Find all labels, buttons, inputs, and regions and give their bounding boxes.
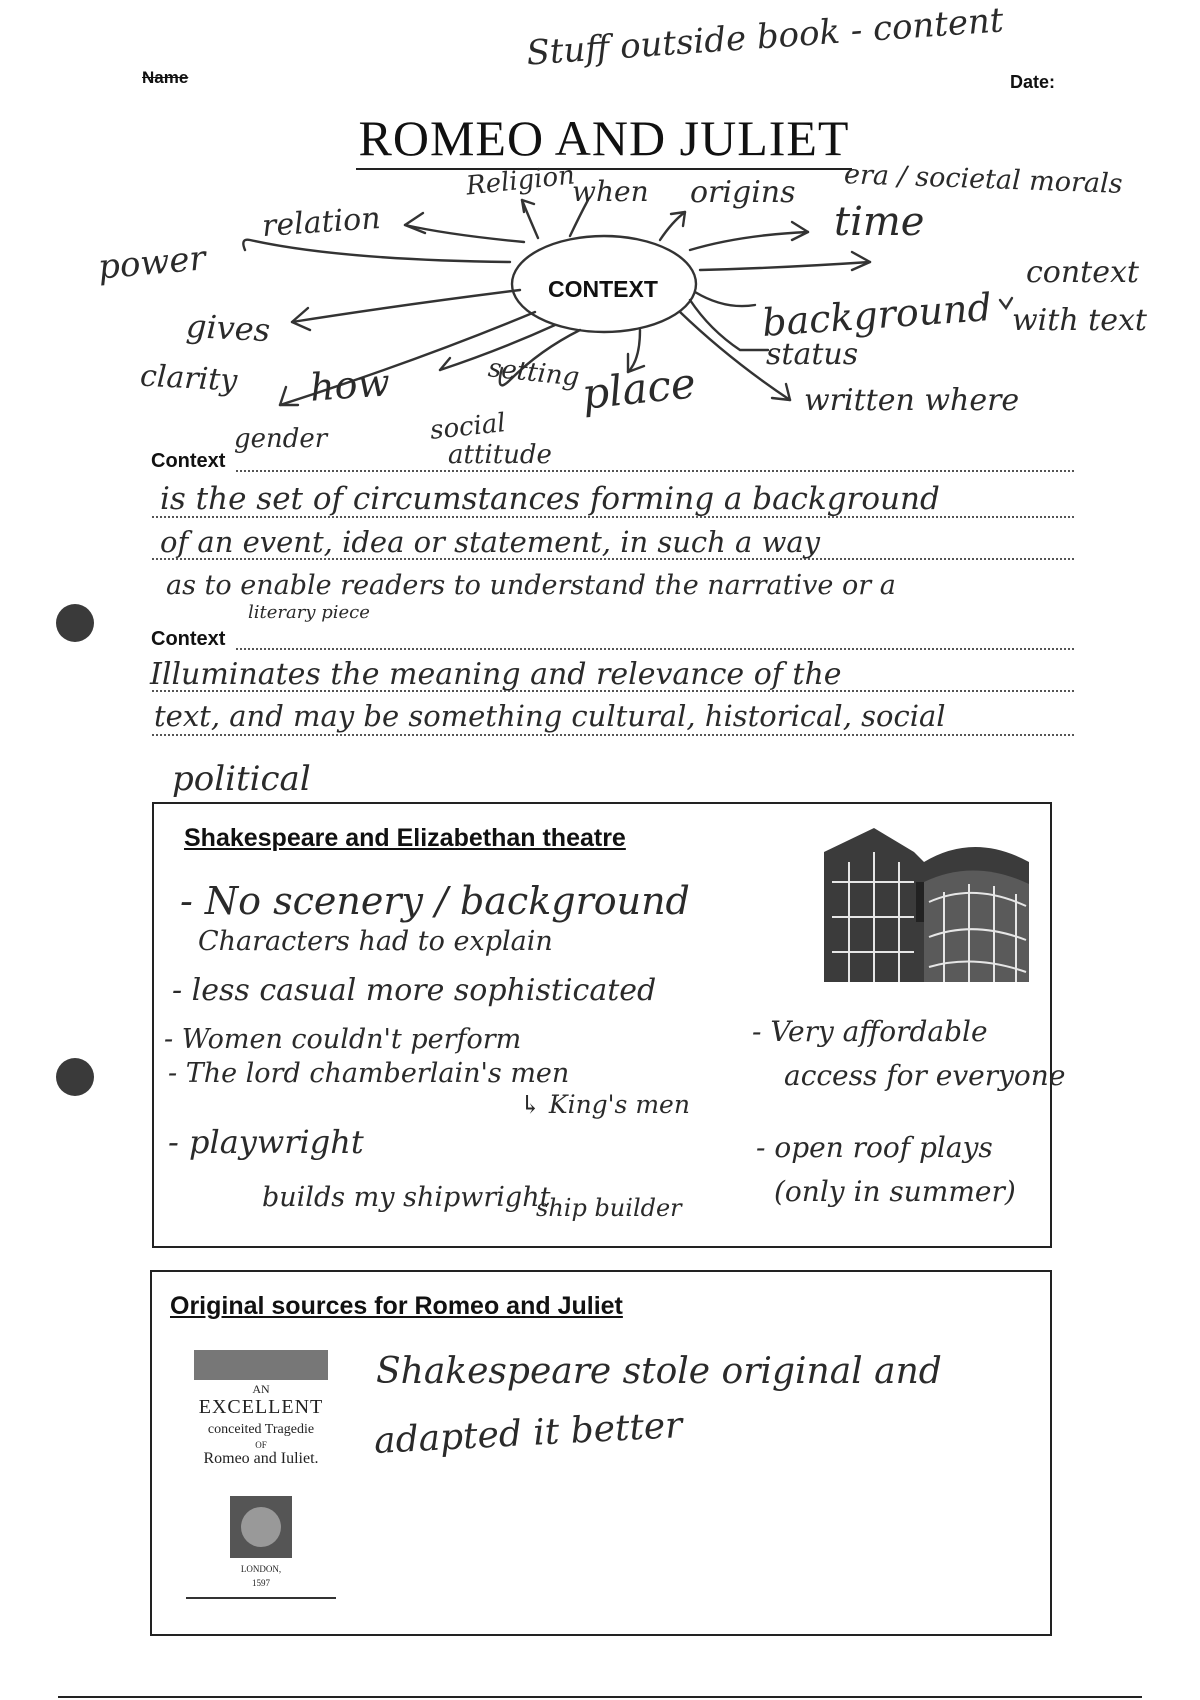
note-gives: gives bbox=[185, 306, 272, 350]
note-context: context bbox=[1026, 255, 1139, 290]
note-with-text: with text bbox=[1012, 303, 1147, 338]
rule-line bbox=[152, 734, 1074, 736]
definition-2-label: Context bbox=[151, 628, 226, 650]
punch-hole bbox=[56, 604, 94, 642]
note-background: background bbox=[760, 285, 994, 345]
note-how: how bbox=[308, 360, 392, 410]
theatre-side-note-2: access for everyone bbox=[784, 1059, 1066, 1092]
cover-line-7: 1597 bbox=[252, 1578, 270, 1588]
theatre-note-2: Characters had to explain bbox=[198, 926, 553, 957]
note-time: time bbox=[834, 199, 925, 245]
definition-2-line-2: text, and may be something cultural, historical, social bbox=[154, 699, 946, 733]
note-morals: era / societal morals bbox=[843, 159, 1124, 200]
theatre-note-8: builds my shipwright bbox=[262, 1182, 551, 1213]
definition-2-line-3: political bbox=[172, 759, 311, 799]
globe-theatre-image bbox=[804, 822, 1034, 984]
theatre-note-4: - Women couldn't perform bbox=[164, 1024, 522, 1055]
theatre-side-note-3: - open roof plays bbox=[756, 1131, 993, 1164]
cover-line-1: AN bbox=[252, 1382, 270, 1396]
page-bottom-rule bbox=[58, 1696, 1142, 1698]
rule-line bbox=[236, 648, 1074, 650]
note-social: social bbox=[428, 408, 508, 446]
definition-1-line-2: of an event, idea or statement, in such a way bbox=[160, 525, 821, 559]
note-origins: origins bbox=[690, 175, 796, 210]
sources-note-1: Shakespeare stole original and bbox=[376, 1351, 942, 1392]
cover-line-6: LONDON, bbox=[240, 1564, 282, 1574]
theatre-note-5: - The lord chamberlain's men bbox=[168, 1058, 570, 1089]
theatre-box-heading: Shakespeare and Elizabethan theatre bbox=[184, 824, 626, 852]
note-gender: gender bbox=[234, 424, 328, 454]
cover-line-5: Romeo and Iuliet. bbox=[203, 1450, 319, 1467]
mindmap-center-label: CONTEXT bbox=[548, 276, 658, 302]
cover-line-2: EXCELLENT bbox=[198, 1396, 324, 1418]
top-note: Stuff outside book - content bbox=[525, 0, 1005, 74]
note-power: power bbox=[96, 238, 208, 288]
theatre-note-6: ↳ King's men bbox=[520, 1090, 690, 1119]
theatre-note-7: - playwright bbox=[168, 1123, 364, 1161]
definition-1-line-3: as to enable readers to understand the narrative or a bbox=[166, 570, 896, 601]
theatre-note-3: - less casual more sophisticated bbox=[172, 973, 657, 1008]
cover-line-4: OF bbox=[255, 1440, 267, 1450]
definition-1-label: Context bbox=[151, 450, 226, 472]
page-title: ROMEO AND JULIET bbox=[356, 108, 852, 170]
note-attitude: attitude bbox=[448, 440, 552, 470]
name-label: Name bbox=[142, 68, 189, 87]
definition-1-line-1: is the set of circumstances forming a background bbox=[160, 481, 940, 517]
definition-1-extra: literary piece bbox=[248, 602, 370, 623]
note-religion: Religion bbox=[464, 160, 577, 202]
theatre-side-note-1: - Very affordable bbox=[752, 1015, 988, 1048]
definition-2-line-1: Illuminates the meaning and relevance of the bbox=[150, 657, 842, 692]
book-cover-image bbox=[186, 1346, 336, 1606]
note-written-where: written where bbox=[804, 383, 1020, 418]
note-clarity: clarity bbox=[139, 358, 239, 399]
theatre-side-note-4: (only in summer) bbox=[774, 1175, 1016, 1208]
note-when: when bbox=[572, 175, 649, 208]
note-relation: relation bbox=[260, 200, 382, 245]
punch-hole bbox=[56, 1058, 94, 1096]
sources-box-heading: Original sources for Romeo and Juliet bbox=[170, 1292, 623, 1320]
theatre-note-9: ship builder bbox=[536, 1194, 682, 1222]
theatre-note-1: - No scenery / background bbox=[180, 879, 690, 923]
cover-line-3: conceited Tragedie bbox=[207, 1422, 315, 1437]
date-label: Date: bbox=[1010, 72, 1056, 92]
note-place: place bbox=[579, 358, 698, 419]
sources-note-2: adapted it better bbox=[373, 1404, 684, 1463]
note-setting: setting bbox=[486, 353, 581, 393]
note-status: status bbox=[766, 337, 859, 372]
rule-line bbox=[236, 470, 1074, 472]
